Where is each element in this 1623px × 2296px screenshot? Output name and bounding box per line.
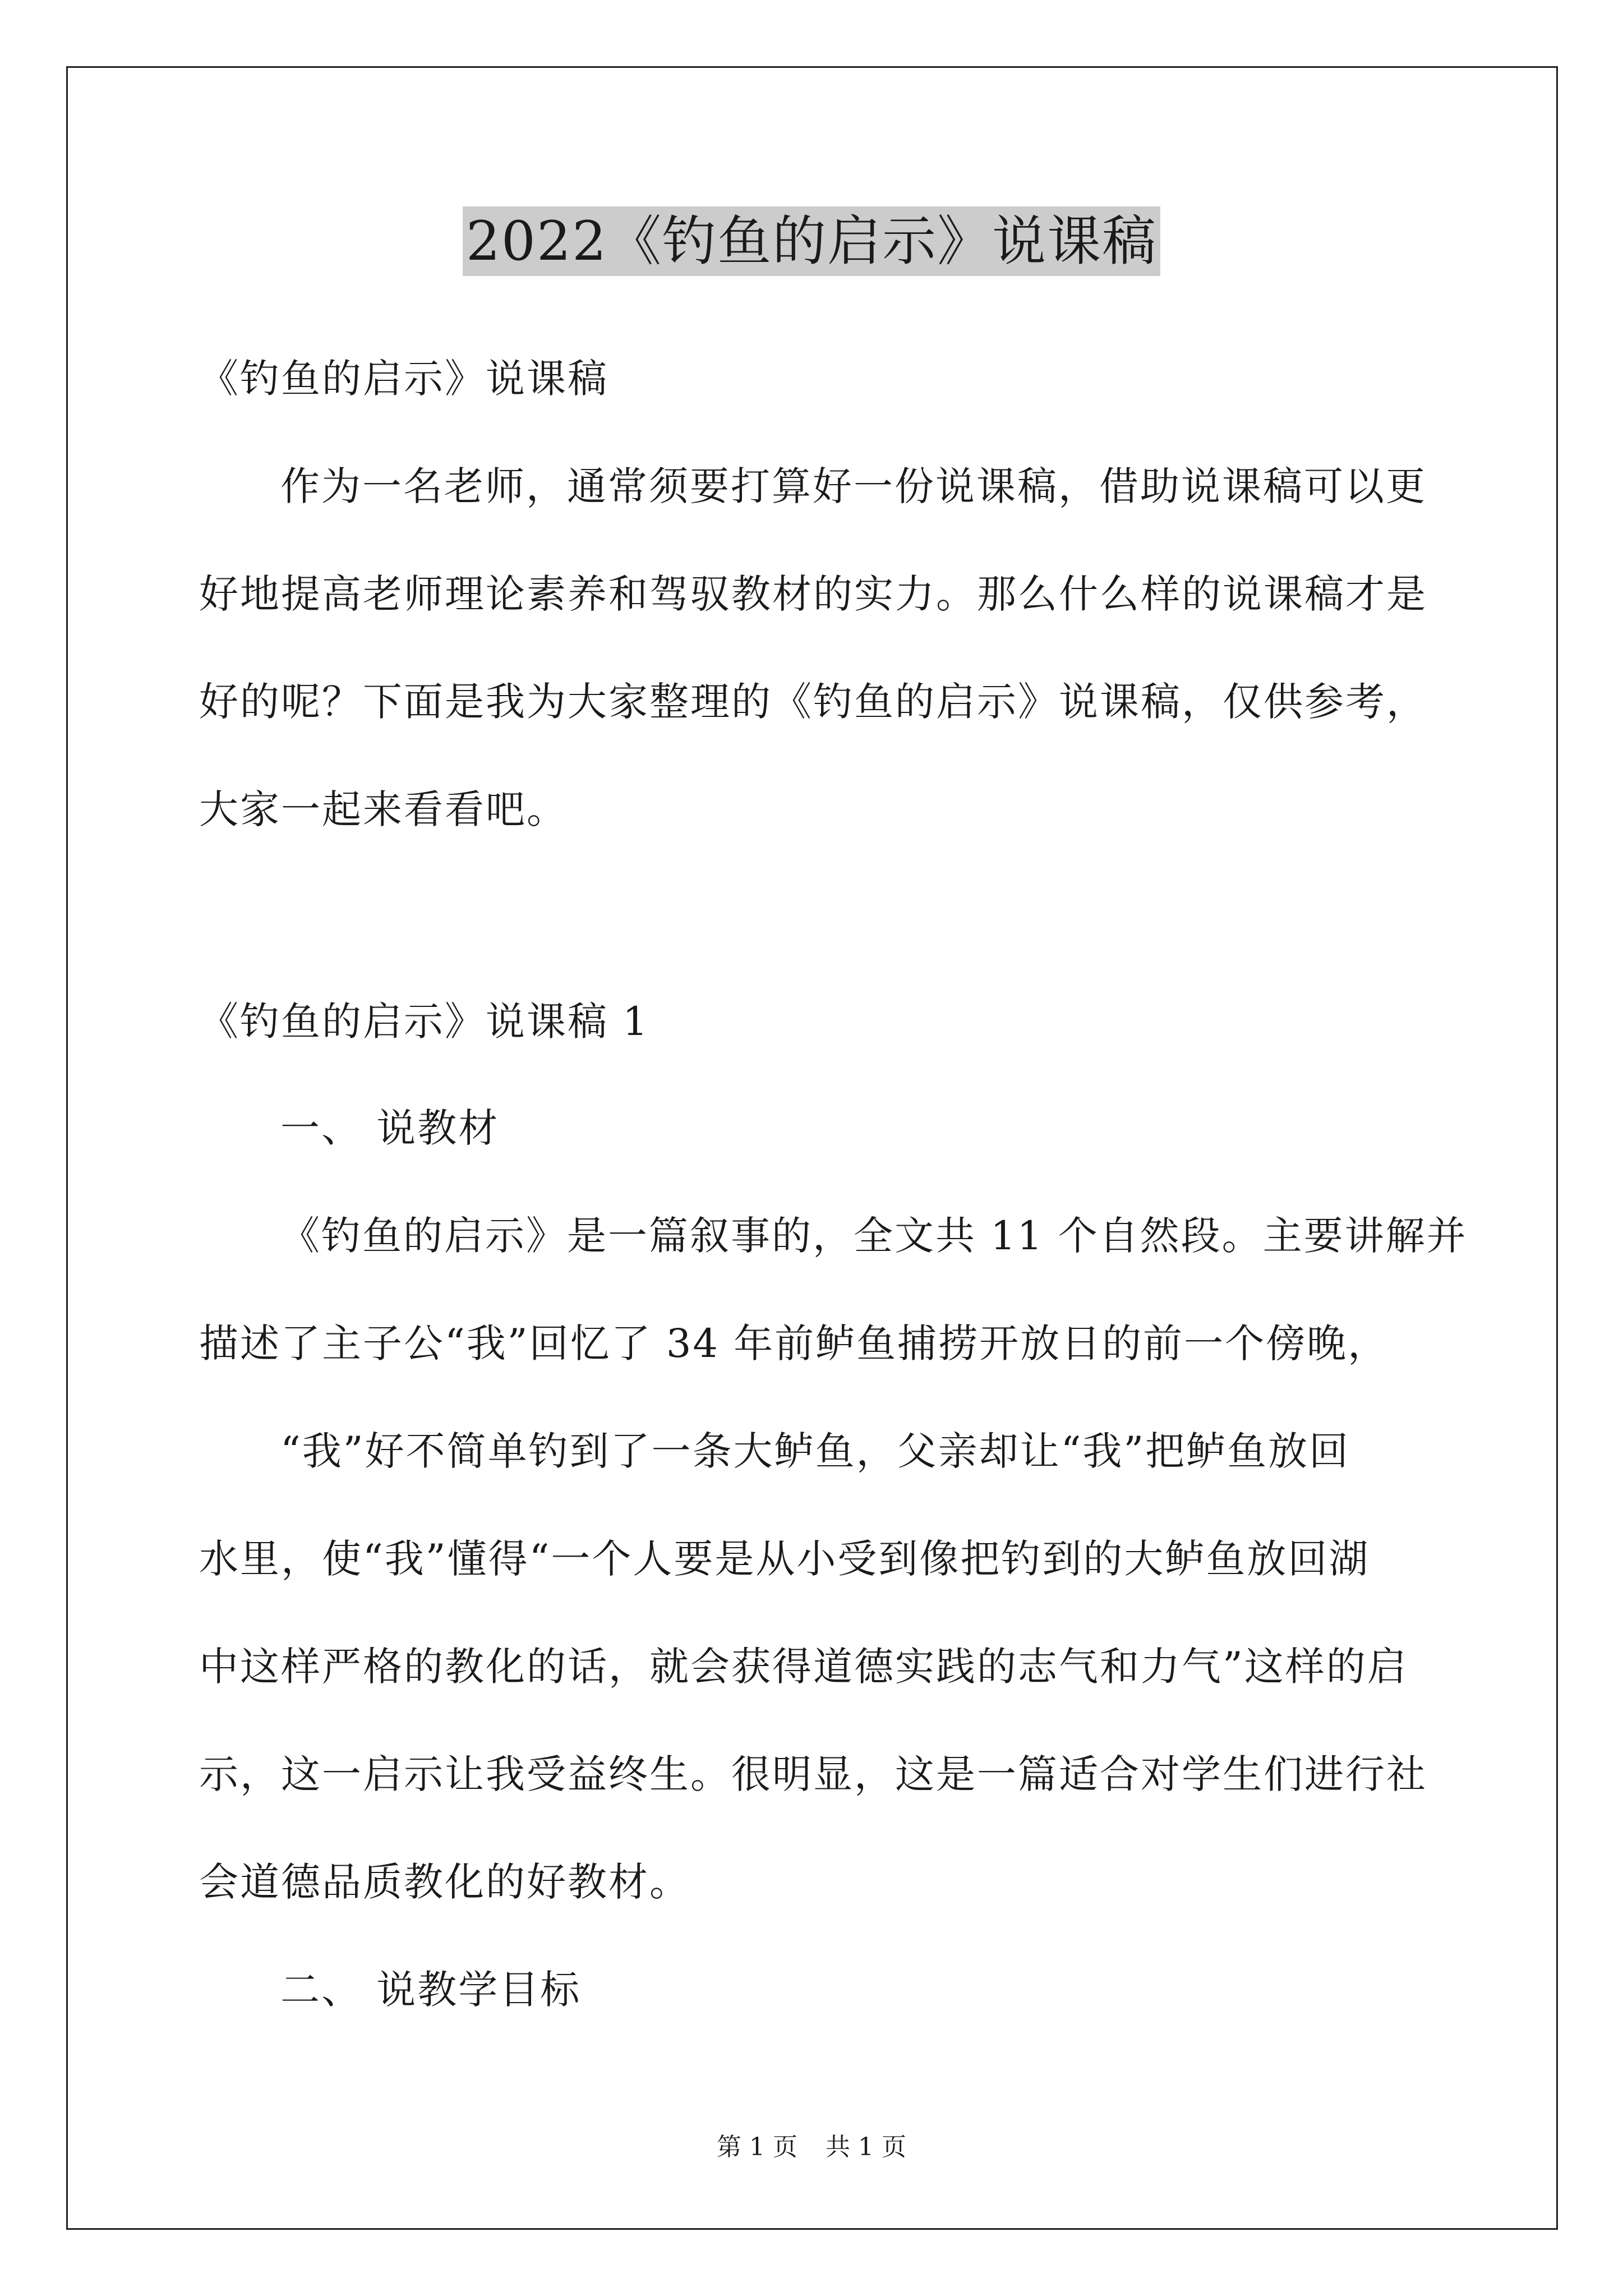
intro-line-4: 大家一起来看看吧。 <box>199 786 568 832</box>
page-number-current: 第 1 页 <box>717 2133 797 2161</box>
part1-heading: 一、 说教材 <box>280 1105 500 1151</box>
part1-para2-line-5: 会道德品质教化的好教材。 <box>199 1859 690 1905</box>
subtitle: 《钓鱼的启示》说课稿 <box>199 356 608 402</box>
part1-para2-line-1: “我”好不简单钓到了一条大鲈鱼，父亲却让“我”把鲈鱼放回 <box>280 1428 1350 1474</box>
part1-para2-line-2: 水里，使“我”懂得“一个人要是从小受到像把钓到的大鲈鱼放回湖 <box>199 1536 1370 1582</box>
title-container <box>0 206 1623 276</box>
part2-heading: 二、 说教学目标 <box>280 1967 582 2013</box>
part1-para2-line-4: 示，这一启示让我受益终生。很明显，这是一篇适合对学生们进行社 <box>199 1751 1427 1797</box>
part1-para1-line-1: 《钓鱼的启示》是一篇叙事的，全文共 11 个自然段。主要讲解并 <box>280 1213 1468 1259</box>
page-number-total: 共 1 页 <box>826 2133 906 2161</box>
intro-line-2: 好地提高老师理论素养和驾驭教材的实力。那么什么样的说课稿才是 <box>199 571 1427 617</box>
part1-para1-line-2: 描述了主子公“我”回忆了 34 年前鲈鱼捕捞开放日的前一个傍晚， <box>199 1320 1389 1366</box>
section-heading: 《钓鱼的启示》说课稿 1 <box>199 999 649 1045</box>
intro-line-1: 作为一名老师，通常须要打算好一份说课稿，借助说课稿可以更 <box>280 463 1427 509</box>
intro-line-3: 好的呢？下面是我为大家整理的《钓鱼的启示》说课稿，仅供参考， <box>199 679 1427 725</box>
part1-para2-line-3: 中这样严格的教化的话，就会获得道德实践的志气和力气”这样的启 <box>199 1644 1408 1690</box>
page-footer <box>0 2132 1623 2163</box>
document-title: 2022《钓鱼的启示》说课稿 <box>463 206 1160 276</box>
